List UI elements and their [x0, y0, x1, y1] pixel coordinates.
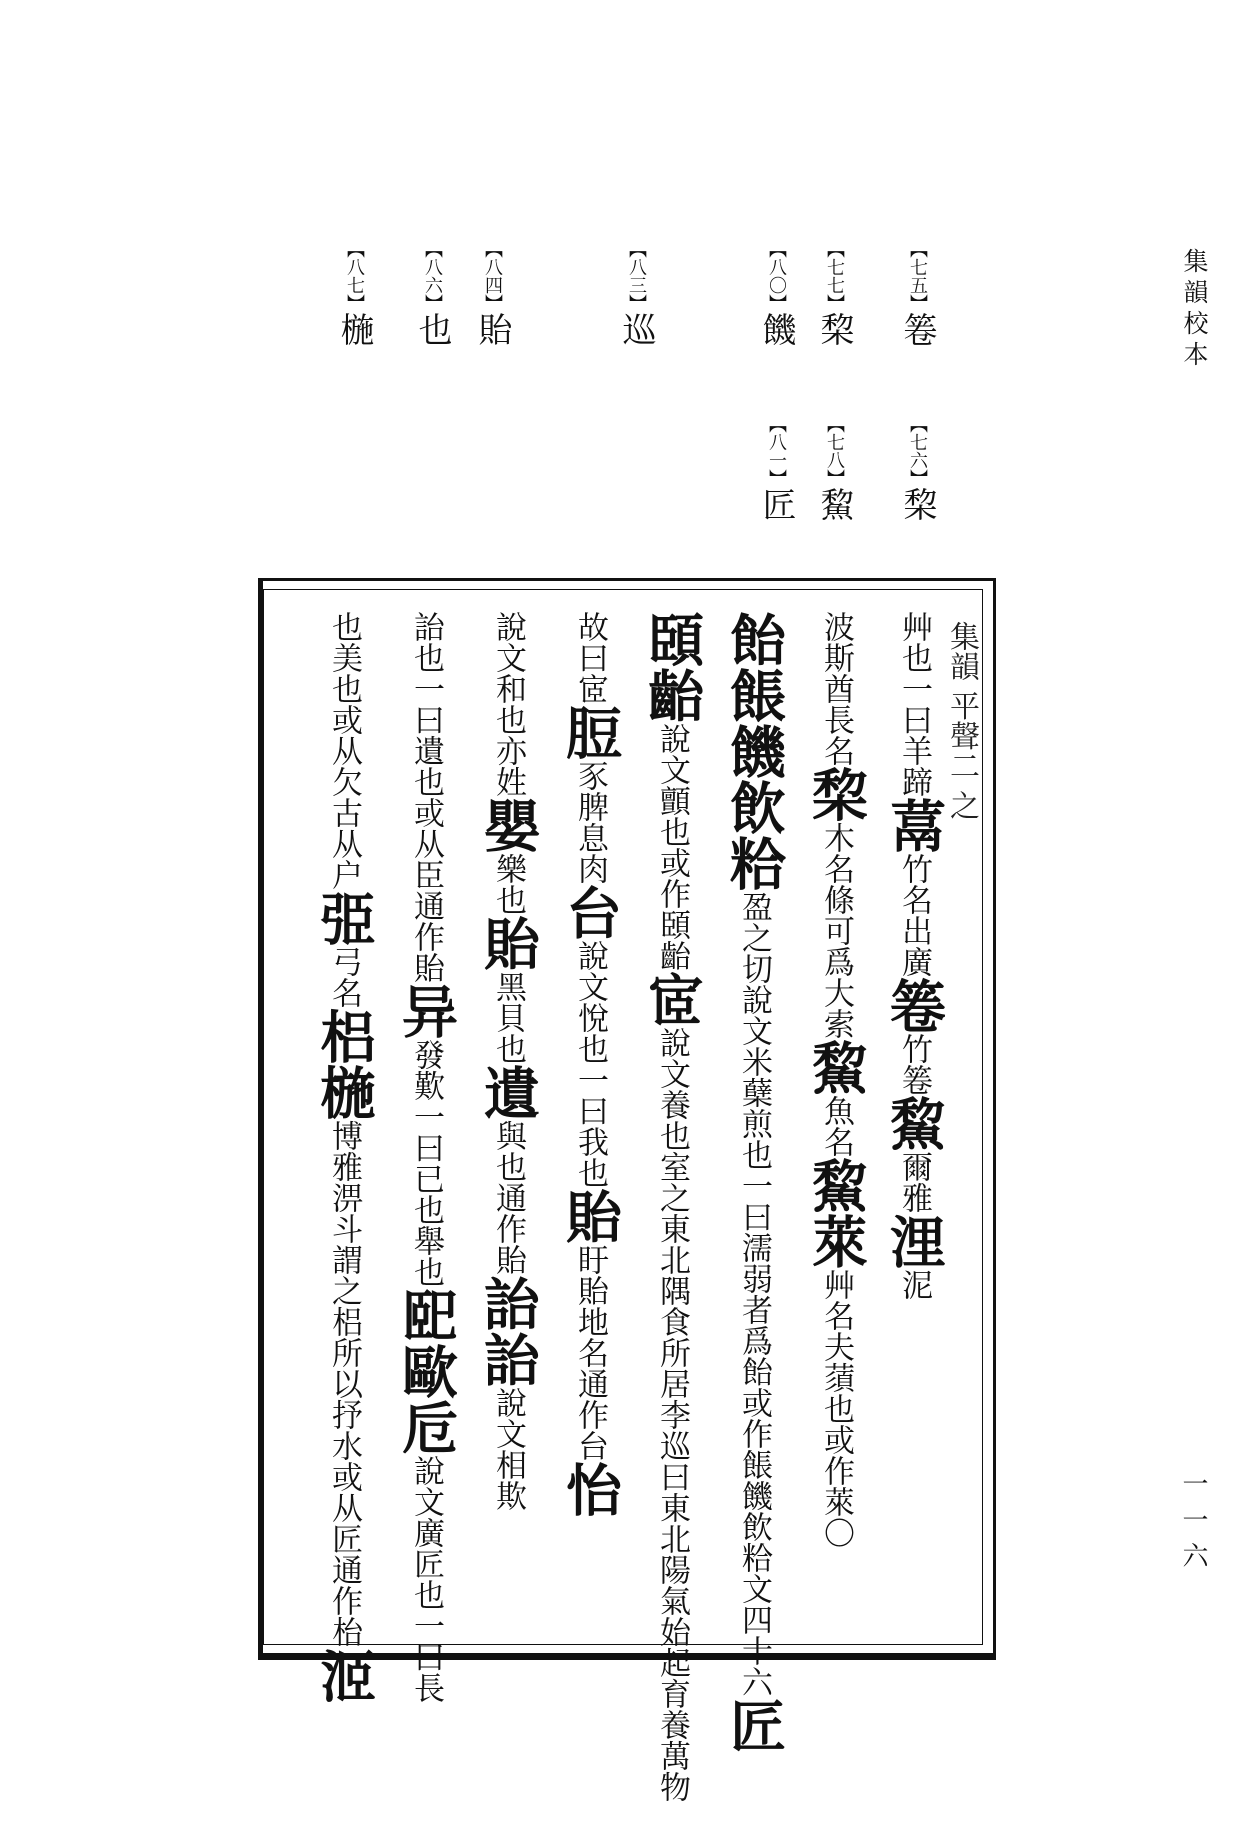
text-line-3: 飴餦饑飲粭盈之切說文米蘖煎也一曰濡弱者爲飴或作餦饑飲粭文四十六匠: [721, 611, 787, 1753]
text-line-5: 故曰宧脰豕脾息肉台說文悅也一曰我也貽盱貽地名通作台怡: [557, 611, 623, 1517]
page-number: 一一六: [1178, 1470, 1208, 1578]
margin-title: 集韻 平聲二 之: [944, 621, 979, 821]
main-text-block: [258, 578, 996, 1802]
text-line-1: 艸也一曰羊蹄蒚竹名出廣箞竹箞鯬爾雅浬泥: [881, 611, 947, 1300]
note-77: 【七七】棃: [814, 240, 854, 348]
note-76: 【七六】棃: [897, 415, 937, 523]
text-line-7: 詒也一曰遺也或从臣通作貽异發歎一曰已也舉也巸歐卮說文廣匠也一曰長: [393, 611, 459, 1703]
note-80: 【八〇】饑: [756, 240, 796, 348]
text-line-2: 波斯酋長名棃木名條可爲大索鯬魚名鯬萊艸名夫蕦也或作萊〇: [803, 611, 869, 1548]
note-78: 【七八】鯬: [814, 415, 854, 523]
note-87: 【八七】椸: [334, 240, 374, 348]
note-86: 【八六】也: [412, 240, 452, 348]
note-81: 【八一】匠: [756, 415, 796, 523]
note-84: 【八四】貽: [472, 240, 512, 348]
text-line-8: 也美也或从欠古从户弫弓名梠椸博雅淠斗謂之梠所以抒水或从匠通作枱洍: [311, 611, 377, 1703]
text-line-6: 說文和也亦姓嬰樂也貽黑貝也遺與也通作貽詒詒說文相欺: [475, 611, 541, 1511]
text-line-4: 頣齝說文顫也或作頣齝宧說文養也室之東北隅食所居李巡曰東北陽氣始起育養萬物: [639, 611, 705, 1802]
note-75: 【七五】箞: [897, 240, 937, 348]
note-83: 【八三】巡: [616, 240, 656, 348]
book-title: 集韻校本: [1180, 248, 1209, 372]
